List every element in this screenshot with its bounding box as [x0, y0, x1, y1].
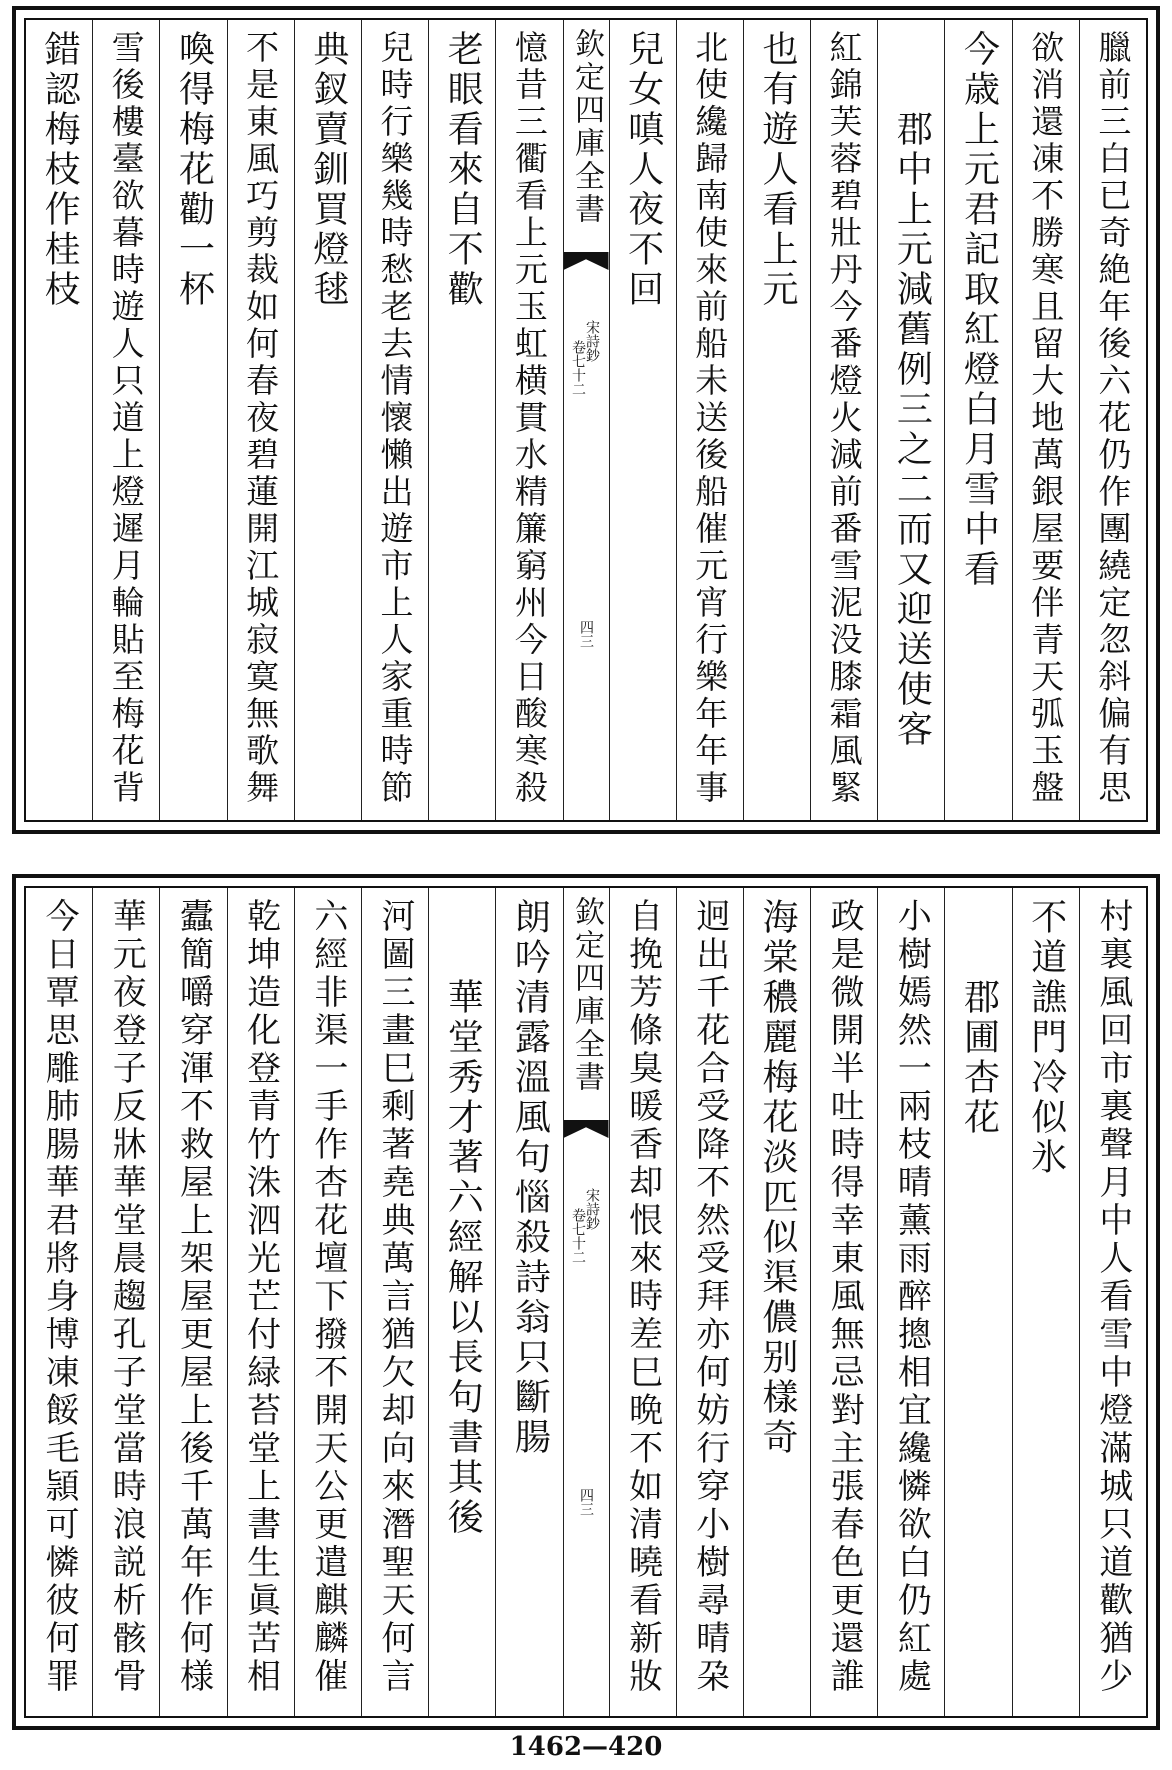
- text-column: [1012, 888, 1079, 1716]
- fishtail-mark-icon: [564, 1120, 609, 1138]
- leaf-number: 四三: [578, 620, 594, 648]
- text-column: [361, 20, 428, 820]
- column-text: 欲消還凍不勝寒且留大地萬銀屋要伴青天弧玉盤: [1026, 30, 1066, 807]
- bottom-page-panel: [12, 874, 1160, 1730]
- column-text: 憶昔三衢看上元玉虹横貫水精簾窮州今日酸寒殺: [509, 30, 549, 807]
- text-column: [676, 20, 743, 820]
- column-text: 乾坤造化登青竹洙泗光芒付緑苔堂上書生眞苦相: [240, 898, 281, 1696]
- text-column: [609, 888, 676, 1716]
- column-text: 典釵賣釧買燈毬: [307, 30, 349, 310]
- column-text: 臘前三白已奇絶年後六花仍作團繞定忽斜偏有思: [1093, 30, 1133, 807]
- column-text: 不道譙門冷似氷: [1025, 898, 1067, 1178]
- text-column: [810, 20, 877, 820]
- text-column: [609, 20, 676, 820]
- column-text: 兒時行樂幾時愁老去情懷懶出遊市上人家重時節: [375, 30, 415, 807]
- book-title: 欽定四庫全書: [569, 28, 604, 226]
- center-fold-column: [563, 888, 609, 1716]
- column-text: 今日覃思雕肺腸華君將身博凍餒毛頴可憐彼何罪: [39, 898, 80, 1696]
- text-column: [428, 20, 495, 820]
- poem-title-column: [877, 20, 944, 820]
- column-text: 政是微開半吐時得幸東風無忌對主張春色更還誰: [824, 898, 865, 1696]
- column-text: 老眼看來自不歡: [442, 30, 484, 310]
- column-text: 迥出千花合受降不然受拜亦何妨行穿小樹尋晴朶: [689, 898, 730, 1696]
- column-text: 喚得梅花勸一杯: [173, 30, 215, 310]
- text-column: [159, 888, 226, 1716]
- top-text-frame: [24, 18, 1148, 822]
- text-column: [1012, 20, 1079, 820]
- text-column: [361, 888, 428, 1716]
- text-column: [294, 888, 361, 1716]
- page-number: 1462—420: [509, 1732, 663, 1762]
- fishtail-mark-icon: [564, 252, 609, 270]
- text-column: [92, 20, 159, 820]
- text-column: [495, 20, 562, 820]
- volume-label: 卷七十二: [570, 1208, 586, 1264]
- column-text: 自挽芳條臭暖香却恨來時差巳晩不如清曉看新妝: [622, 898, 663, 1696]
- column-text: 海棠穠麗梅花淡匹似渠儂别樣奇: [756, 898, 798, 1458]
- book-title: 欽定四庫全書: [569, 896, 604, 1094]
- poem-title: 華堂秀才著六經解以長句書其後: [442, 978, 484, 1538]
- text-column: [26, 888, 92, 1716]
- text-column: [743, 888, 810, 1716]
- center-fold-column: [563, 20, 609, 820]
- poem-title-column: [944, 888, 1011, 1716]
- leaf-number: 四三: [578, 1488, 594, 1516]
- column-text: 也有遊人看上元: [756, 30, 798, 310]
- column-text: 雪後樓臺欲暮時遊人只道上燈遲月輪貼至梅花背: [106, 30, 146, 807]
- column-text: 今歳上元君記取紅燈白月雪中看: [958, 30, 1000, 590]
- source-label: 宋詩鈔: [584, 320, 600, 362]
- poem-title-column: [428, 888, 495, 1716]
- column-text: 河圖三畫巳剩著堯典萬言猶欠却向來潛聖天何言: [375, 898, 416, 1696]
- column-text: 朗吟清露溫風句惱殺詩翁只斷腸: [509, 898, 551, 1458]
- column-text: 紅錦芙蓉碧壯丹今番燈火減前番雪泥没膝霜風緊: [824, 30, 864, 807]
- text-column: [877, 888, 944, 1716]
- column-text: 六經非渠一手作杏花壇下撥不開天公更遣麒麟催: [307, 898, 348, 1696]
- text-column: [227, 888, 294, 1716]
- source-label: 宋詩鈔: [584, 1188, 600, 1230]
- text-column: [92, 888, 159, 1716]
- column-text: 不是東風巧剪裁如何春夜碧蓮開江城寂寞無歌舞: [241, 30, 281, 807]
- text-column: [26, 20, 92, 820]
- text-column: [676, 888, 743, 1716]
- volume-label: 卷七十二: [570, 340, 586, 396]
- text-column: [944, 20, 1011, 820]
- top-page-panel: [12, 6, 1160, 834]
- column-text: 華元夜登子反牀華堂晨趨孔子堂當時浪説析骸骨: [106, 898, 147, 1696]
- text-column: [810, 888, 877, 1716]
- poem-title: 郡中上元減舊例三之二而又迎送使客: [891, 110, 933, 750]
- bottom-text-frame: [24, 886, 1148, 1718]
- column-text: 小樹嫣然一兩枝晴薰雨醉摠相宜纔憐欲白仍紅處: [891, 898, 932, 1696]
- column-text: 兒女嗔人夜不回: [622, 30, 664, 310]
- text-column: [1079, 20, 1146, 820]
- text-column: [743, 20, 810, 820]
- text-column: [294, 20, 361, 820]
- column-text: 北使纔歸南使來前船未送後船催元宵行樂年年事: [690, 30, 730, 807]
- column-text: 蠹簡嚼穿渾不救屋上架屋更屋上後千萬年作何様: [173, 898, 214, 1696]
- text-column: [495, 888, 562, 1716]
- column-text: 錯認梅枝作桂枝: [39, 30, 81, 310]
- text-column: [159, 20, 226, 820]
- text-column: [1079, 888, 1146, 1716]
- text-column: [227, 20, 294, 820]
- poem-title: 郡圃杏花: [958, 978, 1000, 1138]
- column-text: 村裏風回市裏聲月中人看雪中燈滿城只道歡猶少: [1092, 898, 1133, 1696]
